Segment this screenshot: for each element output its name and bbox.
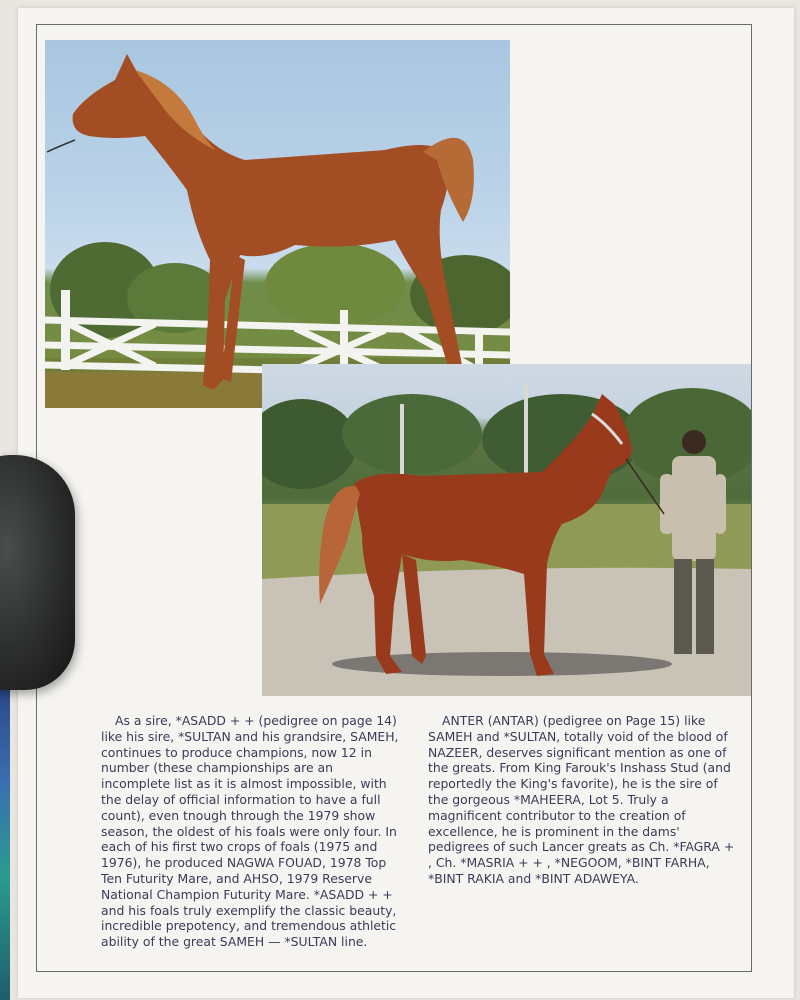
anter-paragraph: ANTER (ANTAR) (pedigree on Page 15) like SAMEH and *SULTAN, totally void of the blood of NAZEER, deserves significant mention as one of the greats. From King Farouk's Inshass Stud (and reportedly the King's favorite), he is the sire of the gorgeous *MAHEERA, Lot 5. Truly a magnificent contributor to the creation of excellence, he is prominent in the dams' pedigrees of such Lancer greats as Ch. *FAGRA + , Ch. *MASRIA + + , *NEGOOM, *BINT FARHA, *BINT RAKIA and *BINT ADAWEYA.: [428, 713, 735, 886]
binder-edge: [0, 690, 10, 1000]
right-text-column: [428, 713, 738, 887]
photo-standing-horse: [45, 40, 510, 408]
left-text-column: [101, 713, 399, 950]
horse-handler-illustration: [262, 364, 751, 696]
dark-stone-object: [0, 455, 75, 690]
photo-horse-with-handler: [262, 364, 751, 696]
standing-horse-illustration: [45, 40, 510, 408]
asadd-paragraph: As a sire, *ASADD + + (pedigree on page 14) like his sire, *SULTAN and his grandsire, SAMEH, continues to produce champions, now 12 in number (these championships are an incomplete list as it is almost impossible, with the delay of official information to have a full count), even tnough through the 1979 show season, the oldest of his foals were only four. In each of his first two crops of foals (1975 and 1976), he produced NAGWA FOUAD, 1978 Top Ten Futurity Mare, and AHSO, 1979 Reserve National Champion Futurity Mare. *ASADD + + and his foals truly exemplify the classic beauty, incredible prepotency, and tremendous athletic ability of the great SAMEH — *SULTAN line.: [101, 713, 399, 950]
